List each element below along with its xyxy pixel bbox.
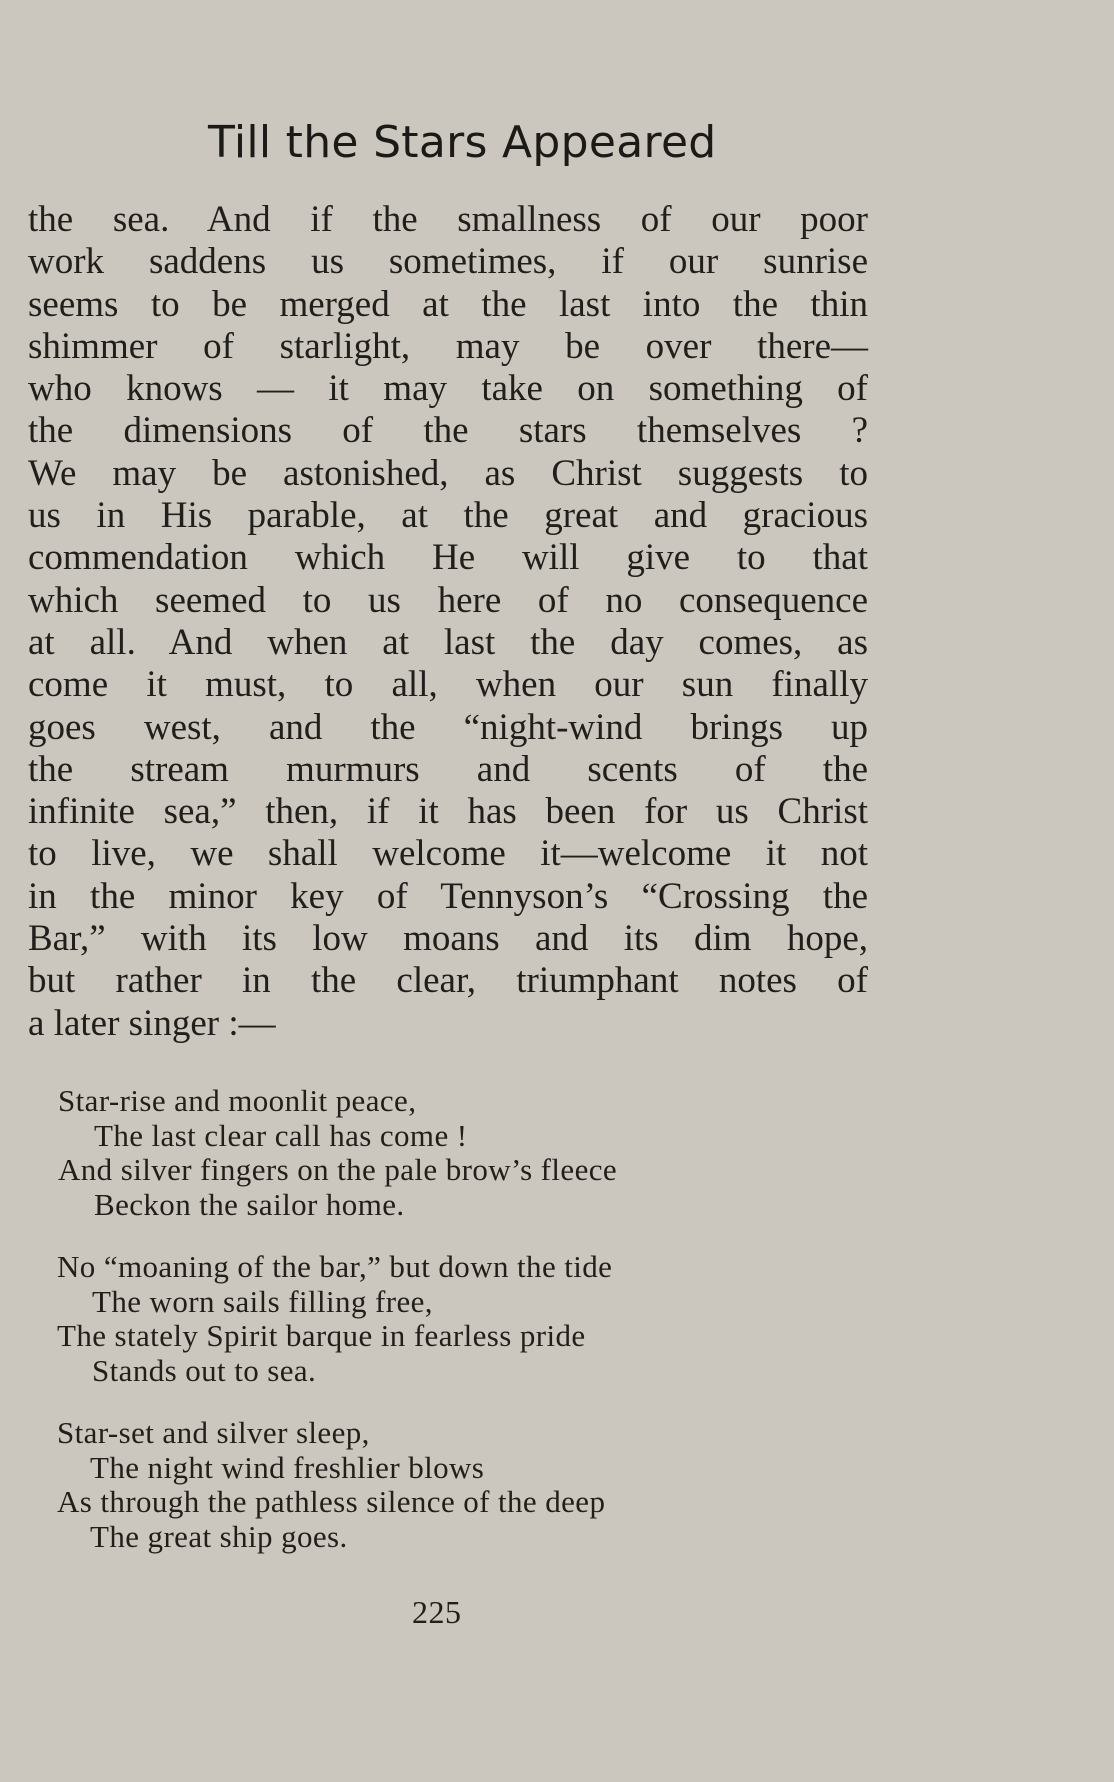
poem-stanza-1	[0, 1084, 1114, 1222]
prose-line: the sea. And if the smallness of our poor	[28, 199, 868, 240]
page-number: 225	[412, 1594, 462, 1630]
prose-line: who knows — it may take on something of	[28, 368, 868, 410]
prose-line: but rather in the clear, triumphant notes of	[28, 960, 868, 1002]
prose-line: the stream murmurs and scents of the	[28, 748, 868, 790]
prose-line: to live, we shall welcome it—welcome it not	[28, 833, 868, 875]
prose-line: the dimensions of the stars themselves ?	[28, 410, 868, 452]
verse-line: No “moaning of the bar,” but down the tide	[57, 1249, 613, 1284]
verse-line: The worn sails filling free,	[92, 1283, 433, 1319]
prose-line: goes west, and the “night-wind brings up	[28, 706, 868, 748]
verse-line: The stately Spirit barque in fearless pride	[57, 1318, 586, 1353]
prose-line: commendation which He will give to that	[28, 537, 868, 579]
verse-line: The last clear call has come !	[94, 1117, 468, 1153]
poem-stanza-2	[0, 1250, 1114, 1388]
running-head: Till the Stars Appeared	[208, 117, 717, 168]
prose-line: Bar,” with its low moans and its dim hope,	[28, 918, 868, 960]
prose-line: at all. And when at last the day comes, as	[28, 621, 868, 663]
poem-stanza-3	[0, 1416, 1114, 1554]
prose-line: a later singer :—	[28, 1002, 276, 1044]
verse-line: Star-set and silver sleep,	[57, 1415, 370, 1450]
prose-body	[28, 199, 868, 1045]
prose-line: infinite sea,” then, if it has been for us Christ	[28, 791, 868, 833]
verse-line: Star-rise and moonlit peace,	[58, 1083, 417, 1118]
prose-line: come it must, to all, when our sun finally	[28, 664, 868, 706]
prose-line: work saddens us sometimes, if our sunrise	[28, 241, 868, 283]
prose-line: seems to be merged at the last into the thin	[28, 283, 868, 325]
prose-line: in the minor key of Tennyson’s “Crossing the	[28, 875, 868, 917]
verse-line: The night wind freshlier blows	[90, 1449, 485, 1485]
verse-line: The great ship goes.	[90, 1518, 348, 1554]
poem	[0, 1084, 1114, 1582]
verse-line: As through the pathless silence of the deep	[57, 1484, 606, 1519]
verse-line: Beckon the sailor home.	[94, 1186, 405, 1222]
prose-line: shimmer of starlight, may be over there—	[28, 325, 868, 367]
verse-line: Stands out to sea.	[92, 1352, 317, 1388]
prose-line: We may be astonished, as Christ suggests to	[28, 452, 868, 494]
prose-line: us in His parable, at the great and gracious	[28, 495, 868, 537]
prose-line: which seemed to us here of no consequence	[28, 579, 868, 621]
verse-line: And silver fingers on the pale brow’s fleece	[58, 1152, 618, 1187]
